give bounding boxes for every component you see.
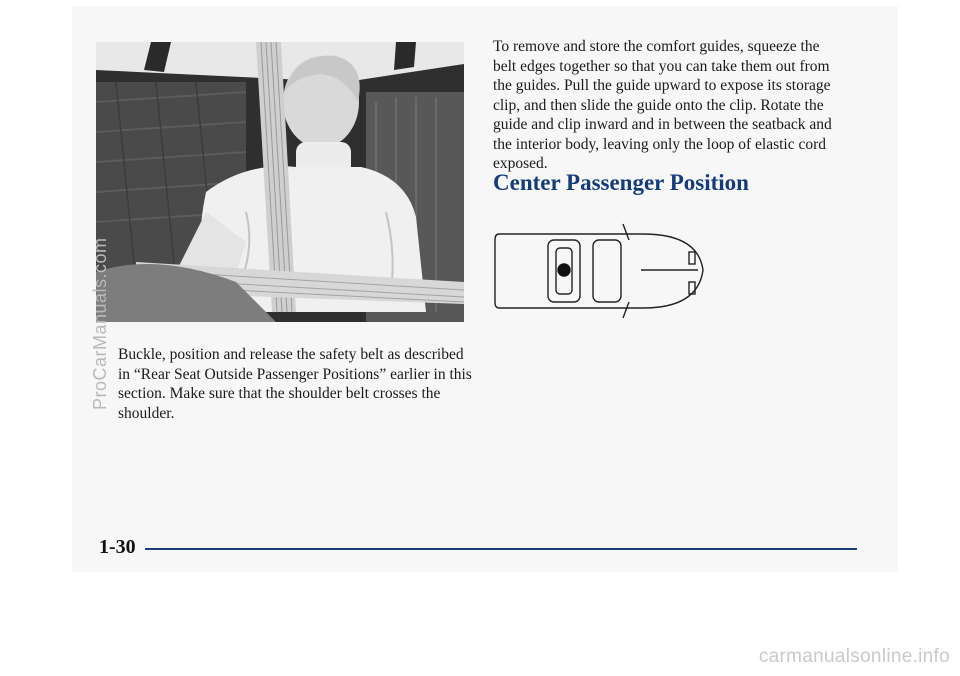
comfort-guide-instructions: To remove and store the comfort guides, squeeze the belt edges together so that you can take them out from the guides. Pull the guide upward to expose its storage clip, and then slide the guide onto the clip. Rotate the guide and clip inward and in between the seatback and the interior body, leaving only the loop of elastic cord exposed. bbox=[493, 38, 832, 172]
photo-caption: Buckle, position and release the safety belt as described in “Rear Seat Outside Passenger Positions” earlier in this section. Make sure that the shoulder belt crosses the shoulder. bbox=[118, 346, 472, 422]
page-number: 1-30 bbox=[99, 536, 136, 558]
section-heading: Center Passenger Position bbox=[493, 170, 749, 195]
child-seatbelt-photo bbox=[96, 42, 464, 322]
footer-rule bbox=[145, 548, 857, 550]
center-seat-diagram bbox=[493, 212, 713, 337]
side-watermark: ProCarManuals.com bbox=[90, 237, 110, 410]
footer-watermark: carmanualsonline.info bbox=[758, 646, 950, 667]
